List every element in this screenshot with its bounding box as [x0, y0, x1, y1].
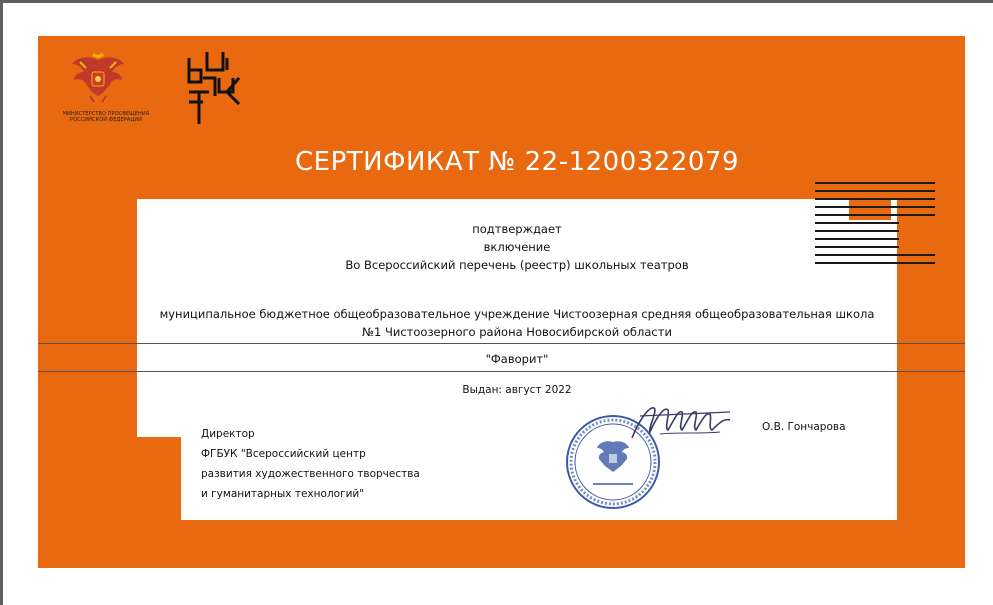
- decorative-stripe: [815, 190, 935, 192]
- registry-text: Во Всероссийский перечень (реестр) школьных театров: [345, 258, 689, 272]
- decorative-stripe: [815, 254, 935, 256]
- decorative-stripe: [815, 198, 935, 200]
- ministry-caption: [50, 111, 162, 123]
- decorative-stripe: [815, 182, 935, 184]
- decorative-stripe: [815, 214, 935, 216]
- decorative-stripe: [815, 206, 935, 208]
- inclusion-text: включение: [483, 240, 551, 254]
- ministry-caption-line1: МИНИСТЕРСТВО ПРОСВЕЩЕНИЯ: [62, 111, 150, 117]
- theatre-name: "Фаворит": [485, 352, 549, 366]
- signatory-name: О.В. Гончарова: [762, 421, 846, 433]
- institution-line2: №1 Чистоозерного района Новосибирской области: [362, 325, 672, 339]
- double-headed-eagle-emblem-icon: [68, 52, 128, 104]
- signatory-org-line2: развития художественного творчества: [201, 468, 420, 480]
- signature-image: [620, 398, 750, 448]
- divider-top: [38, 343, 965, 344]
- window-border-top: [0, 0, 993, 3]
- ministry-caption-line2: РОССИЙСКОЙ ФЕДЕРАЦИИ: [69, 117, 143, 123]
- signatory-org-line3: и гуманитарных технологий": [201, 488, 365, 500]
- issued-date: Выдан: август 2022: [462, 384, 572, 396]
- signatory-org-line1: ФГБУК "Всероссийский центр: [201, 448, 366, 460]
- certificate-title: СЕРТИФИКАТ № 22-1200322079: [294, 147, 739, 177]
- signatory-position: Директор: [201, 428, 255, 440]
- center-logo-icon: [183, 48, 243, 128]
- signatory-block: [201, 424, 420, 504]
- confirms-text: подтверждает: [472, 222, 562, 236]
- divider-bottom: [38, 371, 965, 372]
- institution-line1: муниципальное бюджетное общеобразовательное учреждение Чистоозерная средняя общеобразовательная школа: [159, 307, 875, 321]
- window-border-left: [0, 0, 3, 605]
- decorative-orange-block: [849, 198, 891, 220]
